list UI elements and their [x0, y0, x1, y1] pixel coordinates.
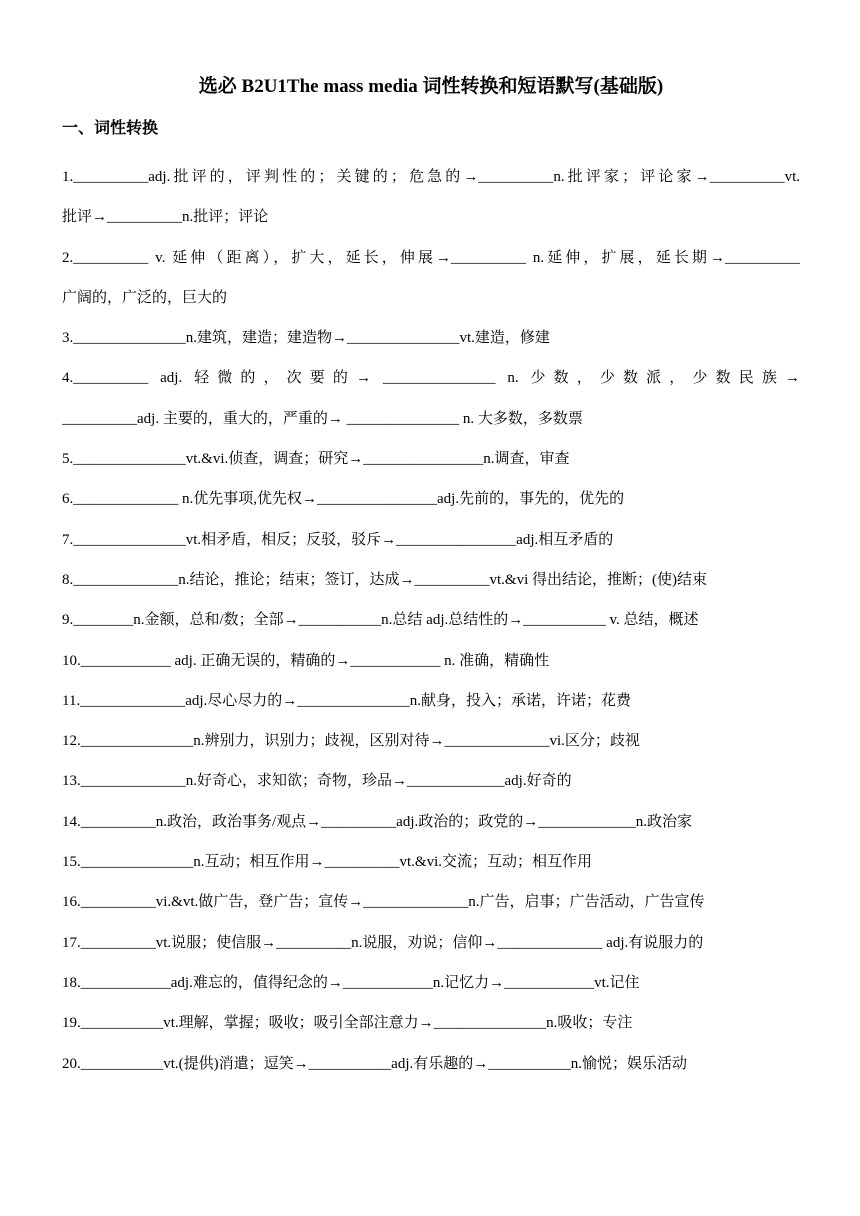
exercise-line-15: 15._______________n.互动；相互作用→__________vt.&vi.交流；互动；相互作用 [62, 854, 593, 871]
exercise-line-2: 2.__________ v. 延伸（距离），扩大，延长，伸展→__________ n.延伸，扩展，延长期→__________ [62, 249, 800, 266]
exercise-line-19: 19.___________vt.理解，掌握；吸收；吸引全部注意力→_______________n.吸收；专注 [62, 1015, 633, 1032]
exercise-line-12: 12._______________n.辨别力，识别力；歧视，区别对待→______________vi.区分；歧视 [62, 733, 640, 750]
section-heading: 一、词性转换 [62, 120, 159, 137]
exercise-line-9: 9.________n.金额，总和/数；全部→___________n.总结 adj.总结性的→___________ v. 总结，概述 [62, 612, 699, 629]
page-title: 选必 B2U1The mass media 词性转换和短语默写(基础版) [198, 76, 664, 97]
exercise-line-4: 4.__________ adj. 轻微的，次要的→ _______________ n. 少数，少数派，少数民族→ [62, 370, 800, 387]
exercise-line-14: 14.__________n.政治，政治事务/观点→__________adj.政治的；政党的→_____________n.政治家 [62, 813, 692, 830]
exercise-line-8: 8.______________n.结论，推论；结束；签订，达成→__________vt.&vi 得出结论，推断；(使)结束 [62, 571, 707, 588]
exercise-line-16: 16.__________vi.&vt.做广告，登广告；宣传→______________n.广告，启事；广告活动，广告宣传 [62, 894, 705, 911]
exercise-line-18: 18.____________adj.难忘的，值得纪念的→____________n.记忆力→____________vt.记住 [62, 974, 640, 991]
exercise-line-10: 10.____________ adj. 正确无误的，精确的→____________ n. 准确，精确性 [62, 652, 550, 669]
exercise-line-2-cont: 广阔的，广泛的，巨大的 [62, 289, 228, 306]
exercise-line-17: 17.__________vt.说服；使信服→__________n.说服，劝说；信仰→______________ adj.有说服力的 [62, 934, 704, 951]
exercise-line-6: 6.______________ n.优先事项,优先权→________________adj.先前的，事先的，优先的 [62, 491, 625, 508]
exercise-line-20: 20.___________vt.(提供)消遣；逗笑→___________adj.有乐趣的→___________n.愉悦；娱乐活动 [62, 1055, 687, 1072]
exercise-line-11: 11.______________adj.尽心尽力的→_______________n.献身，投入；承诺，许诺；花费 [62, 692, 632, 709]
exercise-line-1-cont: 批评→__________n.批评；评论 [62, 209, 269, 226]
exercise-line-13: 13.______________n.好奇心，求知欲；奇物，珍品→_____________adj.好奇的 [62, 773, 572, 790]
exercise-line-1: 1.__________adj.批评的，评判性的；关键的；危急的→__________n.批评家；评论家→__________vt. [62, 169, 800, 185]
exercise-line-4-cont: __________adj. 主要的，重大的，严重的→ _______________ n. 大多数，多数票 [62, 410, 583, 427]
exercise-line-3: 3._______________n.建筑，建造；建造物→_______________vt.建造，修建 [62, 330, 550, 347]
exercise-list [62, 157, 800, 1084]
exercise-line-7: 7._______________vt.相矛盾，相反；反驳，驳斥→________________adj.相互矛盾的 [62, 531, 614, 548]
exercise-line-5: 5._______________vt.&vi.侦查，调查；研究→________________n.调查，审查 [62, 451, 570, 468]
